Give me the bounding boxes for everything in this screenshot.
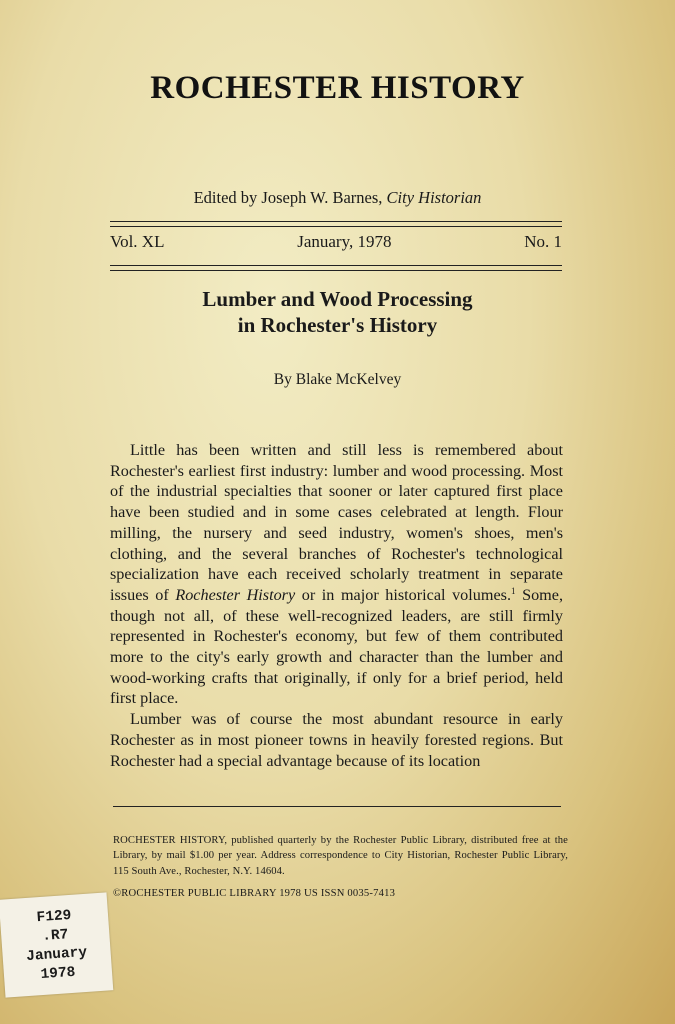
issue-info-row (110, 232, 562, 252)
journal-title: ROCHESTER HISTORY (150, 70, 525, 106)
call-number-line-2: .R7 (41, 927, 69, 945)
issue-number: No. 1 (524, 232, 562, 251)
paragraph-1 (110, 440, 563, 709)
editor-credit (0, 188, 675, 208)
journal-citation: Rochester History (175, 585, 296, 604)
call-number-line-4: 1978 (40, 964, 76, 984)
article-byline: By Blake McKelvey (273, 371, 402, 388)
article-title-line-2: in Rochester's History (237, 313, 438, 337)
paragraph-2: Lumber was of course the most abundant resource in early Rochester as in most pioneer towns in heavily forested regions. But Rochester had a special advantage because of its location (110, 710, 563, 770)
paragraph-1-text-b: or in major historical volumes. (295, 585, 511, 604)
footnote-marker: 1 (511, 585, 516, 596)
editor-name: Edited by Joseph W. Barnes, (193, 188, 387, 207)
paragraph-1-text-a: Little has been written and still less is remembered about Rochester's earliest first industry: lumber and wood processing. Most of the industrial specialties that sooner or later captured first place have been studied and in some cases celebrated at length. Flour milling, the nursery and seed industry, women's shoes, men's clothing, and the several branches of Rochester's technological specialization have each received scholarly treatment in separate issues of (110, 441, 563, 604)
paragraph-1-text-c: Some, though not all, of these well-recognized leaders, are still firmly represented in Rochester's economy, but few of them contributed more to the city's early growth and character than the lumber and wood-working crafts that originally, if only for a brief period, held first place. (110, 585, 563, 708)
article-title-line-1: Lumber and Wood Processing (202, 287, 473, 311)
issue-date: January, 1978 (297, 232, 392, 251)
article-body (110, 440, 563, 771)
call-number-line-1: F129 (36, 907, 72, 927)
call-number-line-3: January (25, 944, 88, 966)
footer-rule (113, 806, 561, 807)
volume-label: Vol. XL (110, 232, 165, 251)
publication-note: ROCHESTER HISTORY, published quarterly by the Rochester Public Library, distributed free at the Library, by mail $1.00 per year. Address correspondence to City Historian, Rochester Public Library, 115 South Ave., Rochester, N.Y. 14604. (113, 835, 568, 877)
copyright-line: ©ROCHESTER PUBLIC LIBRARY 1978 US ISSN 0035-7413 (113, 888, 396, 899)
article-title (0, 286, 675, 338)
editor-role: City Historian (386, 188, 482, 207)
library-call-number-label (0, 892, 113, 997)
header-rule-bottom (110, 265, 562, 271)
header-rule-top (110, 221, 562, 227)
